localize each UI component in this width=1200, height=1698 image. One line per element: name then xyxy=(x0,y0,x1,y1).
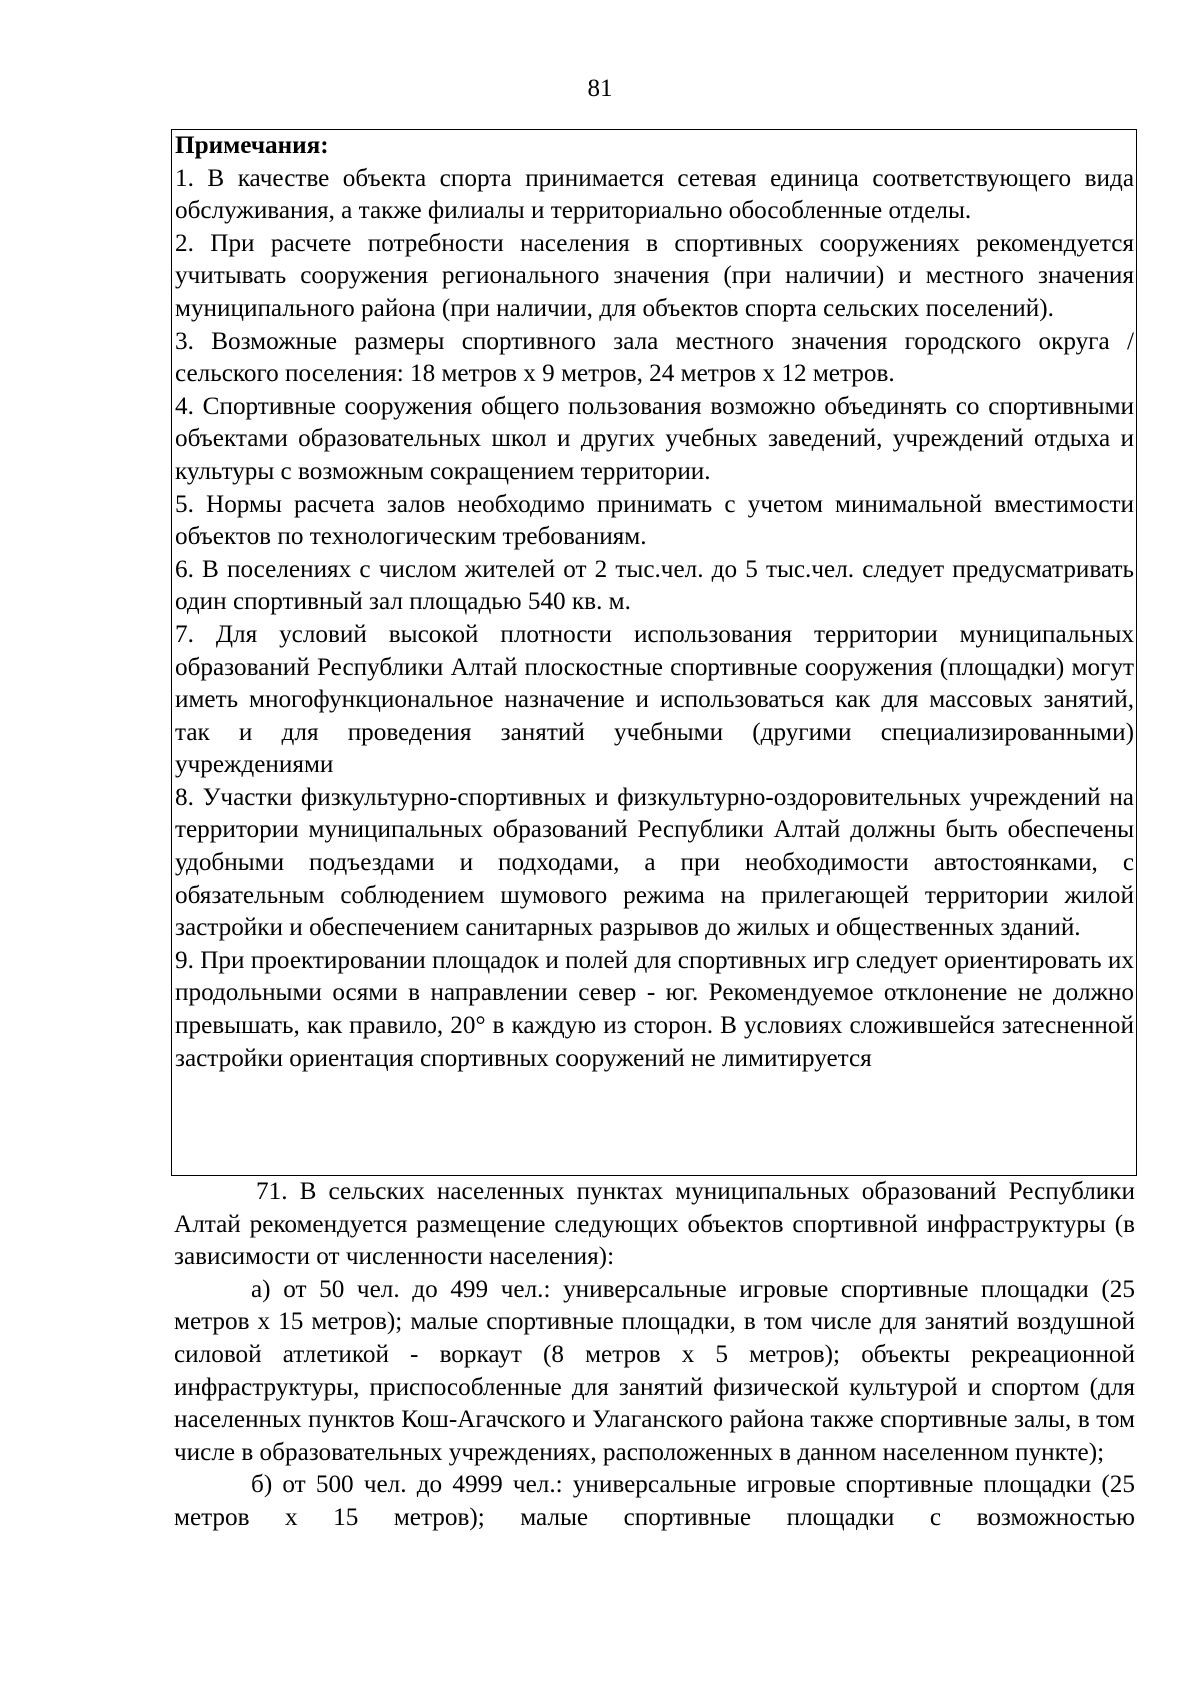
note-item-9: 9. При проектировании площадок и полей для спортивных игр следует ориентировать их продольными осями в направлении север - юг. Рекомендуемое отклонение не должно превышать, как правило, 20° в каждую из сторон. В условиях сложившейся затесненной застройки ориентация спортивных сооружений не лимитируется xyxy=(175,946,1134,1072)
note-item-6: 6. В поселениях с числом жителей от 2 тыс.чел. до 5 тыс.чел. следует предусматривать один спортивный зал площадью 540 кв. м. xyxy=(175,555,1134,616)
note-item-2: 2. При расчете потребности населения в спортивных сооружениях рекомендуется учитывать сооружения регионального значения (при наличии) и местного значения муниципального района (при наличии, для объектов спорта сельских поселений). xyxy=(175,229,1134,322)
paragraph-71: 71. В сельских населенных пунктах муниципальных образований Республики Алтай рекомендуется размещение следующих объектов спортивной инфраструктуры (в зависимости от численности населения): xyxy=(174,1178,1135,1271)
body-text xyxy=(174,1176,1135,1535)
note-item-7: 7. Для условий высокой плотности использования территории муниципальных образований Республики Алтай плоскостные спортивные сооружения (площадки) могут иметь многофункциональное назначение и использоваться как для массовых занятий, так и для проведения занятий учебными (другими специализированными) учреждениями xyxy=(175,620,1134,779)
note-item-8: 8. Участки физкультурно-спортивных и физкультурно-оздоровительных учреждений на территории муниципальных образований Республики Алтай должны быть обеспечены удобными подъездами и подходами, а при необходимости автостоянками, с обязательным соблюдением шумового режима на прилегающей территории жилой застройки и обеспечением санитарных разрывов до жилых и общественных зданий. xyxy=(175,783,1134,942)
note-item-5: 5. Нормы расчета залов необходимо принимать с учетом минимальной вместимости объектов по технологическим требованиям. xyxy=(175,490,1134,551)
paragraph-71-b: б) от 500 чел. до 4999 чел.: универсальные игровые спортивные площадки (25 метров x 15 метров); малые спортивные площадки с возможностью xyxy=(174,1471,1135,1531)
paragraph-71-a: а) от 50 чел. до 499 чел.: универсальные игровые спортивные площадки (25 метров x 15 метров); малые спортивные площадки, в том числе для занятий воздушной силовой атлетикой - воркаут (8 метров x 5 метров); объекты рекреационной инфраструктуры, приспособленные для занятий физической культурой и спортом (для населенных пунктов Кош-Агачского и Улаганского района также спортивные залы, в том числе в образовательных учреждениях, расположенных в данном населенном пункте); xyxy=(174,1275,1135,1466)
note-item-4: 4. Спортивные сооружения общего пользования возможно объединять со спортивными объектами образовательных школ и других учебных заведений, учреждений отдыха и культуры с возможным сокращением территории. xyxy=(175,392,1134,485)
note-item-1: 1. В качестве объекта спорта принимается сетевая единица соответствующего вида обслуживания, а также филиалы и территориально обособленные отделы. xyxy=(175,164,1134,225)
notes-title: Примечания: xyxy=(175,132,329,159)
page-number: 81 xyxy=(587,75,613,102)
notes-box xyxy=(171,129,1137,1176)
note-item-3: 3. Возможные размеры спортивного зала местного значения городского округа / сельского поселения: 18 метров x 9 метров, 24 метров x 12 метров. xyxy=(175,327,1134,388)
